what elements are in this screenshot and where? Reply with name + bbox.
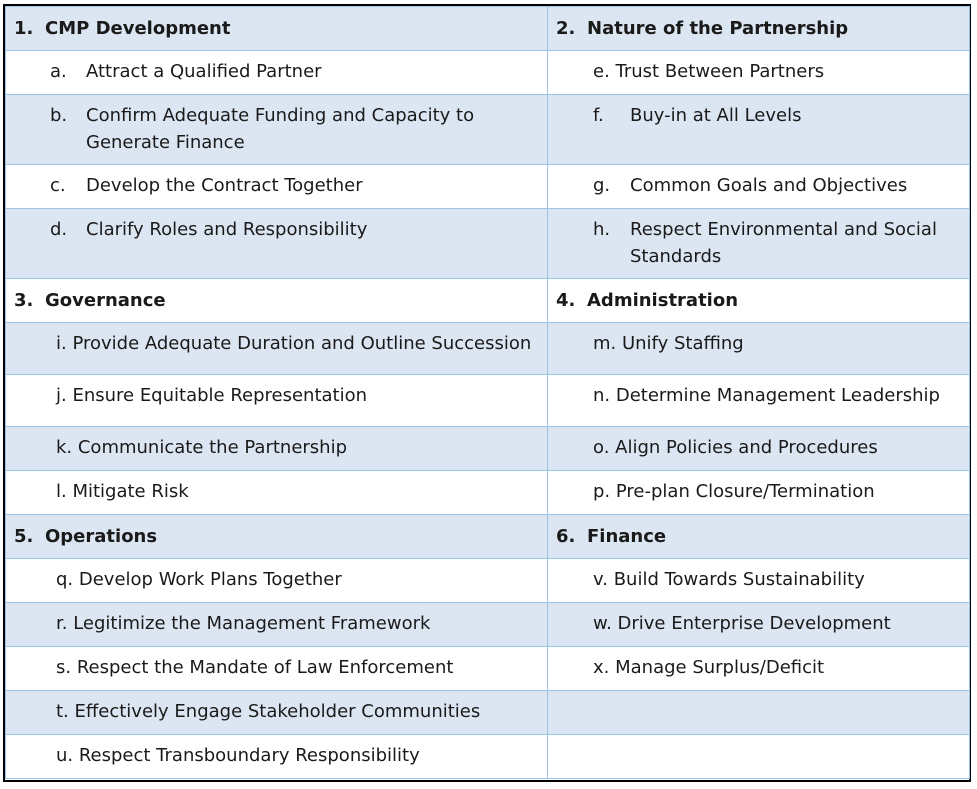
section-title: CMP Development xyxy=(45,18,231,39)
table-cell: d. Clarify Roles and Responsibility xyxy=(6,209,548,279)
section-title: Operations xyxy=(45,526,158,547)
table-row xyxy=(6,95,970,165)
section-title: Finance xyxy=(587,526,667,547)
table-cell: w. Drive Enterprise Development xyxy=(548,603,970,647)
table-row xyxy=(6,735,970,779)
section-header-governance: 3. Governance xyxy=(6,279,548,323)
table-cell: p. Pre-plan Closure/Termination xyxy=(548,471,970,515)
table-row xyxy=(6,165,970,209)
table-cell xyxy=(548,691,970,735)
table-row xyxy=(6,603,970,647)
table-cell: o. Align Policies and Procedures xyxy=(548,427,970,471)
section-title: Governance xyxy=(45,290,166,311)
table-row xyxy=(6,471,970,515)
table-cell: b. Confirm Adequate Funding and Capacity to Generate Finance xyxy=(6,95,548,165)
table-cell: n. Determine Management Leadership xyxy=(548,375,970,427)
section-header-administration: 4. Administration xyxy=(548,279,970,323)
table-row xyxy=(6,559,970,603)
table-cell: s. Respect the Mandate of Law Enforcement xyxy=(6,647,548,691)
section-header-operations: 5. Operations xyxy=(6,515,548,559)
table-cell: m. Unify Staffing xyxy=(548,323,970,375)
table-row xyxy=(6,323,970,375)
table-row xyxy=(6,375,970,427)
table-cell: f. Buy-in at All Levels xyxy=(548,95,970,165)
section-header-nature-of-partnership: 2. Nature of the Partnership xyxy=(548,7,970,51)
table-cell: l. Mitigate Risk xyxy=(6,471,548,515)
table-cell: q. Develop Work Plans Together xyxy=(6,559,548,603)
section-header-cmp-development: 1. CMP Development xyxy=(6,7,548,51)
table-cell: k. Communicate the Partnership xyxy=(6,427,548,471)
partnership-table xyxy=(5,6,970,779)
table-row xyxy=(6,691,970,735)
table-cell: u. Respect Transboundary Responsibility xyxy=(6,735,548,779)
table-row xyxy=(6,427,970,471)
table-cell: a. Attract a Qualified Partner xyxy=(6,51,548,95)
table-cell: r. Legitimize the Management Framework xyxy=(6,603,548,647)
table-cell: g. Common Goals and Objectives xyxy=(548,165,970,209)
section-title: Nature of the Partnership xyxy=(587,18,849,39)
section-title: Administration xyxy=(587,290,739,311)
table-row xyxy=(6,209,970,279)
section-header-finance: 6. Finance xyxy=(548,515,970,559)
table-cell: i. Provide Adequate Duration and Outline Succession xyxy=(6,323,548,375)
table-cell: c. Develop the Contract Together xyxy=(6,165,548,209)
table-row xyxy=(6,7,970,51)
table-cell: x. Manage Surplus/Deficit xyxy=(548,647,970,691)
table-row xyxy=(6,279,970,323)
table-cell: e. Trust Between Partners xyxy=(548,51,970,95)
table-row xyxy=(6,647,970,691)
table-row xyxy=(6,51,970,95)
table-cell: j. Ensure Equitable Representation xyxy=(6,375,548,427)
table-cell: h. Respect Environmental and Social Standards xyxy=(548,209,970,279)
table-cell: v. Build Towards Sustainability xyxy=(548,559,970,603)
table-cell xyxy=(548,735,970,779)
table-cell: t. Effectively Engage Stakeholder Communities xyxy=(6,691,548,735)
table-row xyxy=(6,515,970,559)
